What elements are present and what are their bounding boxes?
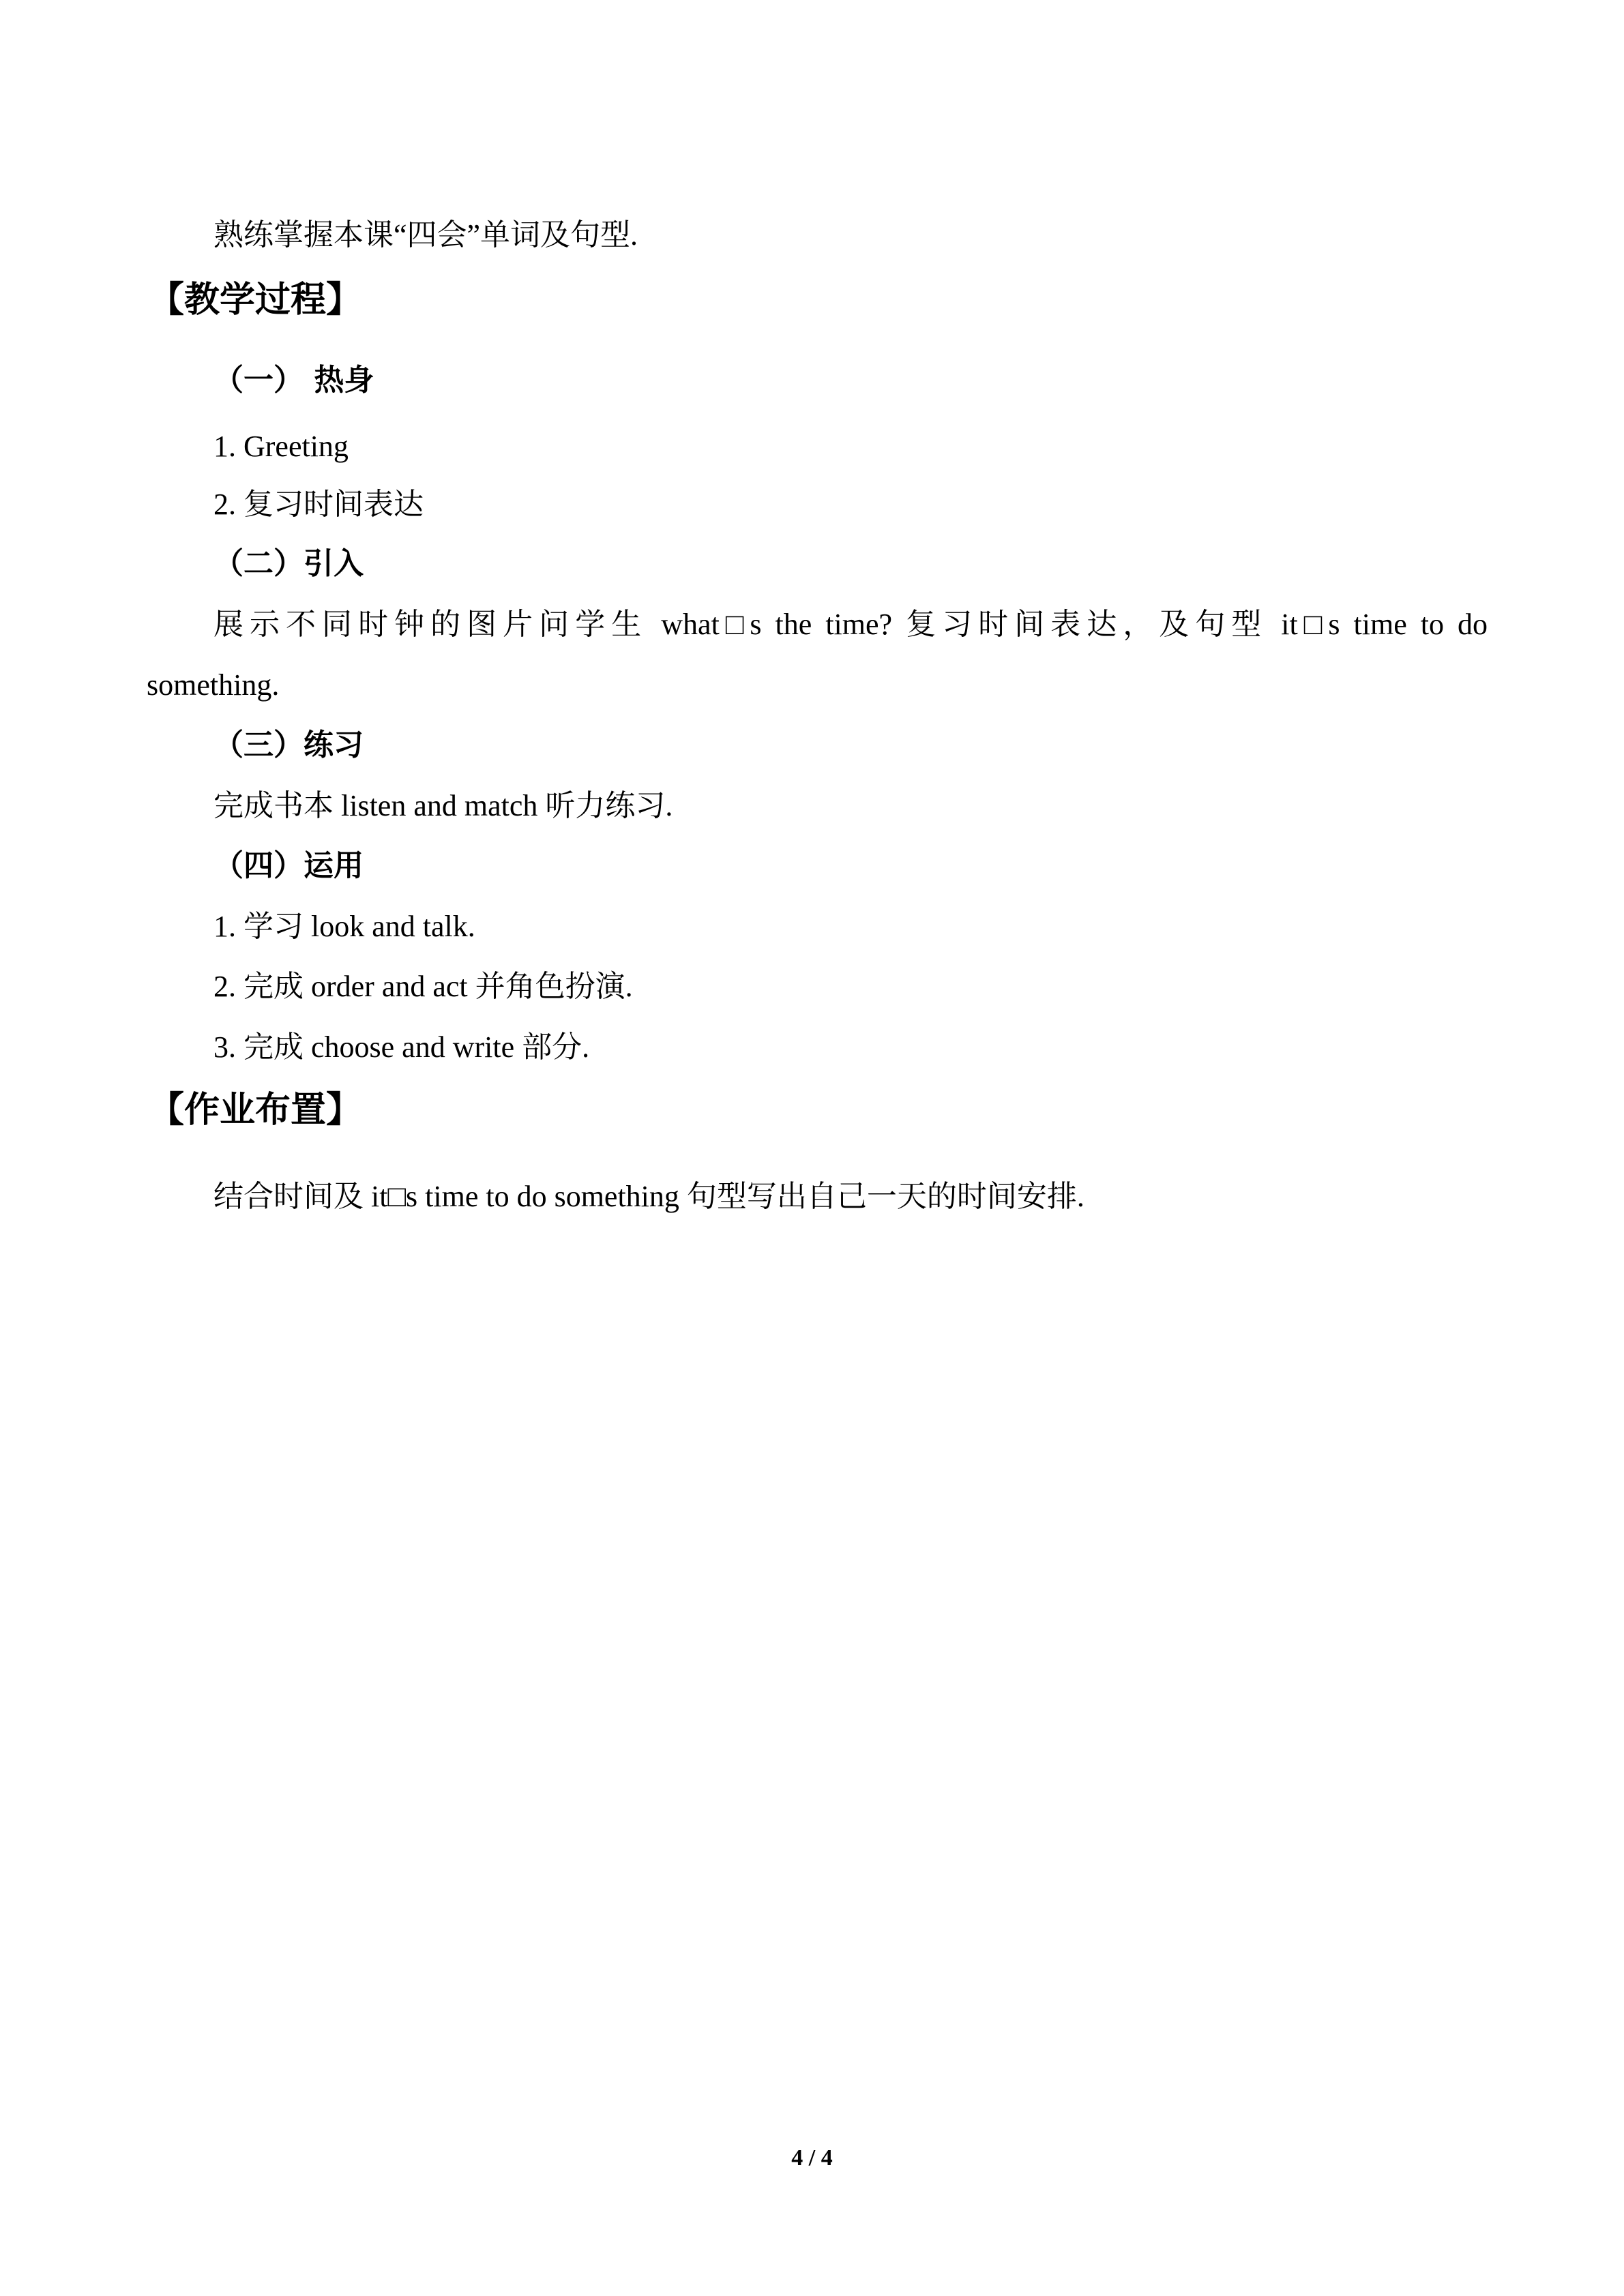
practice-label: （三）练习 [213, 728, 364, 762]
lead-in-paragraph-line-2: something. [147, 668, 280, 702]
lead-in-paragraph-line-1: 展示不同时钟的图片问学生 what□s the time? 复习时间表达，及句型 it□s time to do [213, 608, 1488, 641]
section-heading-homework: 【作业布置】 [149, 1090, 362, 1131]
page-number: 4 / 4 [791, 2145, 833, 2171]
warmup-label: （一） 热身 [213, 363, 374, 398]
application-item-3: 3. 完成 choose and write 部分. [213, 1030, 590, 1064]
practice-text: 完成书本 listen and match 听力练习. [213, 789, 673, 822]
warmup-item-1: 1. Greeting [213, 430, 349, 463]
lead-in-label: （二）引入 [213, 546, 364, 581]
intro-line: 熟练掌握本课“四会”单词及句型. [213, 218, 638, 252]
section-heading-process: 【教学过程】 [149, 280, 362, 320]
homework-text: 结合时间及 it□s time to do something 句型写出自己一天的时间安排. [213, 1180, 1084, 1213]
application-label: （四）运用 [213, 848, 364, 883]
warmup-item-2: 2. 复习时间表达 [213, 488, 424, 521]
application-item-1: 1. 学习 look and talk. [213, 910, 475, 943]
application-item-2: 2. 完成 order and act 并角色扮演. [213, 970, 633, 1003]
